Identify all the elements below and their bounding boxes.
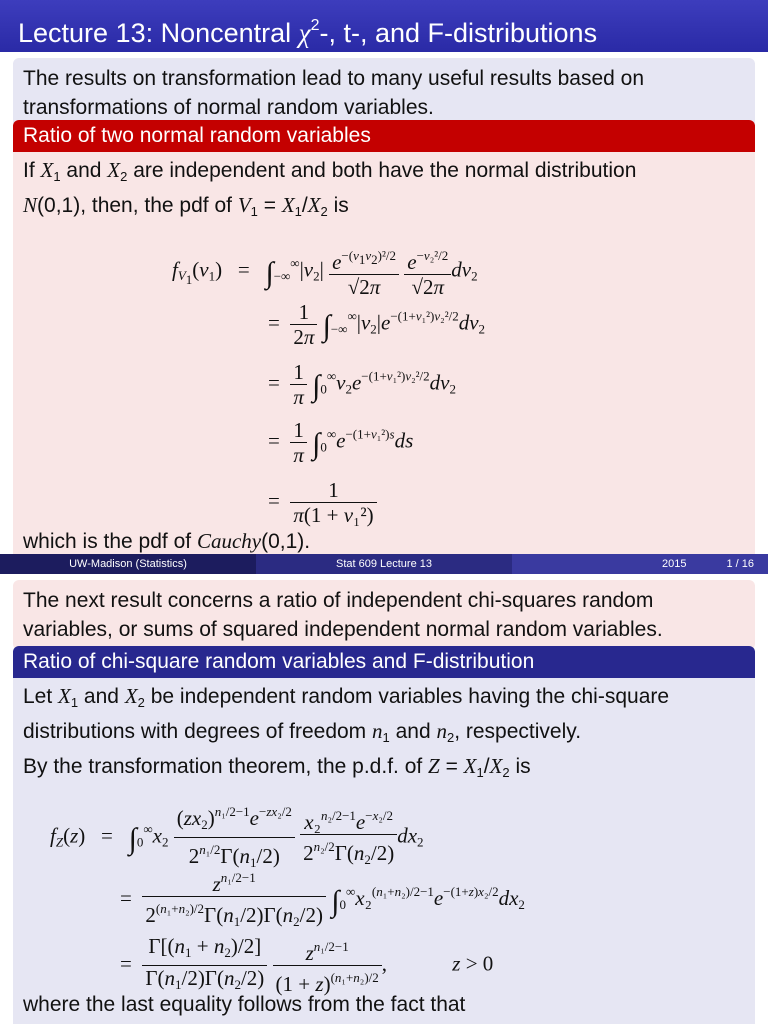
footer-course: Stat 609 Lecture 13 — [256, 554, 512, 574]
body-text: If $X_1$ and $X_2$ are independent and both have the normal distribution N(0,1), then, the pdf of $V_1 = X_1/X_2$ is — [23, 158, 637, 219]
footer-page-number: 1 / 16 — [726, 558, 754, 570]
equation-line-5: = $\frac{1}{\text{π(1 + v₁²)}}$ — [268, 478, 377, 527]
equation-line-4: = $\frac{1}{\pi}$ $\int_0^\infty e^{-(1+v_1^2)s}ds$ — [268, 418, 414, 467]
block-title: Ratio of two normal random variables — [13, 120, 755, 152]
slide-title — [0, 0, 768, 52]
block-title-2: Ratio of chi-square random variables and F-distribution — [13, 646, 755, 678]
intro-text: The results on transformation lead to many useful results based on transformations of normal random variables. — [23, 67, 644, 119]
intro-block-2 — [13, 580, 755, 650]
equation-f-line-3: = $\frac{\Gamma[(n_1 + n_2)/2]}{\Gamma(n_1/2)\Gamma(n_2/2)}$ $\frac{z^{n_1/2-1}}{(1 + z)^{(n_1+n_2)/2}}$ , z > 0 — [120, 934, 494, 996]
footer-right — [512, 554, 768, 574]
equation-line-2: = $\frac{1}{2\pi}$ $\int_{-\infty}^\infty|v_2|e^{-(1+v_1^2)v_2^2/2}dv_2$ — [268, 300, 486, 349]
condition-text: z — [452, 951, 461, 976]
body-text-2: Let $X_1$ and $X_2$ be independent random variables having the chi-square distributions with degrees of freedom $n_1$ and $n_2$, respectively. By the transformation theorem, the p.d.f. of $Z = X_1/X_2$ is — [23, 684, 670, 780]
footer-institution: UW-Madison (Statistics) — [0, 554, 256, 574]
slide-title-text: Lecture 13: Noncentral $\chi^2-$, t-, and F-distributions — [18, 17, 598, 48]
closing-text: which is the pdf of Cauchy(0,1). — [23, 529, 311, 553]
intro-text-2: The next result concerns a ratio of independent chi-squares random variables, or sums of squared independent normal random variables. — [23, 589, 663, 641]
equation-line-1: $f_{V_1}(v_1) = \int_{-\infty}^\infty|v_2|$ $\frac{e^{-(v_1v_2)^2/2}}{√2\pi}$ $\frac{e^{-v_2^2/2}}{√2\pi}$ $dv_2$ — [172, 248, 478, 299]
slide-footer — [0, 554, 768, 574]
footer-year: 2015 — [662, 558, 687, 570]
equation-line-3: = $\frac{1}{\pi}$ $\int_0^\infty v_2e^{-(1+v_1^2)v_2^2/2}dv_2$ — [268, 360, 456, 409]
equation-f-line-1: $f_Z(z) = \int_0^\infty x_2$ $\frac{(zx_2)^{n_1/2-1}e^{-zx_2/2}}{2^{n_1/2}\Gamma(n_1/2)}$ $\frac{x_2^{n_2/2-1}e^{-x_2/2}}{2^{n_2/2}\Gamma(n_2/2)}$ $dx_2$ — [50, 800, 424, 875]
closing-text-2: where the last equality follows from the fact that — [23, 993, 466, 1016]
equation-f-line-2: = $\frac{z^{n_1/2-1}}{2^{(n_1+n_2)/2}\Gamma(n_1/2)\Gamma(n_2/2)}$ $\int_0^\infty x_2^{(n_1+n_2)/2-1}e^{-(1+z)x_2/2}dx_2$ — [120, 866, 525, 934]
intro-block — [13, 58, 755, 128]
